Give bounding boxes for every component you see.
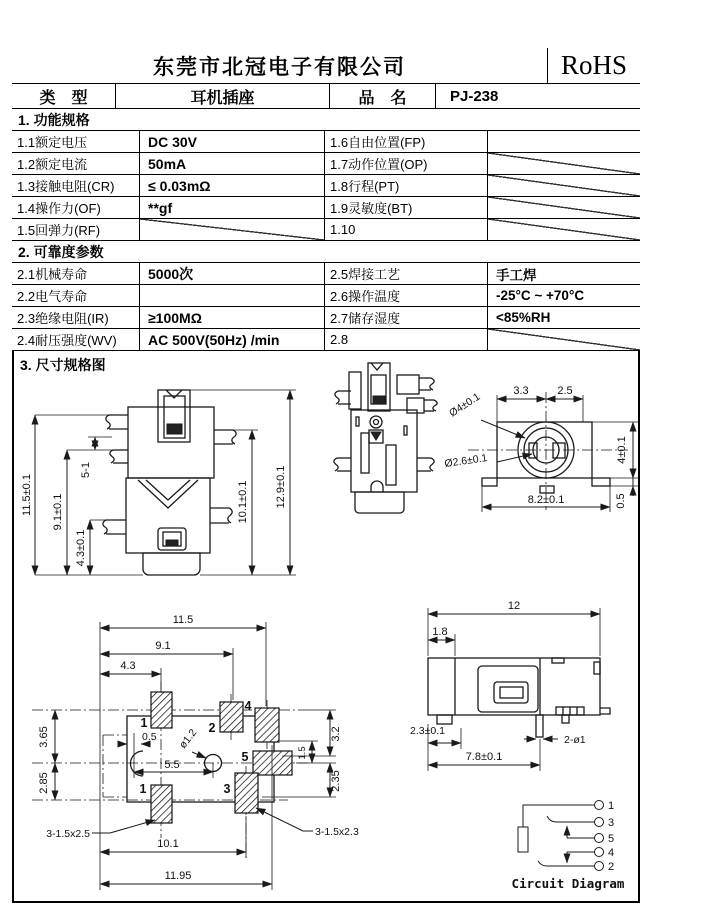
pcb-layout-drawing — [32, 614, 359, 890]
side-view-dimensions — [410, 600, 600, 771]
section1-title-row — [12, 109, 640, 131]
front-view-outline — [103, 390, 236, 575]
row-label: 2.1机械寿命 — [12, 263, 140, 284]
row-value: <85%RH — [496, 310, 551, 325]
row-label: 1.2额定电流 — [12, 153, 140, 174]
dim-label: 8.2±0.1 — [527, 494, 565, 506]
dim-label: 2.85 — [38, 772, 50, 794]
row-label: 2.3绝缘电阻(IR) — [12, 307, 140, 328]
row-label: 1.6自由位置(FP) — [325, 131, 488, 152]
row-label: 2.6操作温度 — [325, 285, 488, 306]
row-value: DC 30V — [140, 131, 325, 152]
row-label: 1.4操作力(OF) — [12, 197, 140, 218]
company-name: 东莞市北冠电子有限公司 — [12, 48, 548, 83]
row-value — [140, 285, 325, 306]
solder-pad — [151, 785, 172, 823]
pad-number: 2 — [208, 721, 216, 735]
row-label: 1.3接触电阻(CR) — [12, 175, 140, 196]
terminal-number: 2 — [608, 861, 615, 873]
dim-label: 11.5±0.1 — [21, 474, 33, 516]
row-label: 1.10 — [325, 219, 488, 240]
table-row — [12, 285, 640, 307]
row-value-na — [488, 197, 640, 218]
dim-label: 3.2 — [330, 726, 342, 742]
row-label: 2.5焊接工艺 — [325, 263, 488, 284]
dim-label: 2.3±0.1 — [410, 725, 445, 737]
section2-title: 2. 可靠度参数 — [18, 243, 104, 260]
circuit-wires — [518, 805, 594, 866]
terminal-number: 3 — [608, 817, 615, 829]
dim-label: 7.8±0.1 — [465, 751, 503, 763]
row-value: -25°C ~ +70°C — [496, 288, 585, 303]
row-label: 1.8行程(PT) — [325, 175, 488, 196]
pin-dia-label: 2-ø1 — [564, 734, 586, 746]
table-row — [12, 329, 640, 351]
pad-note: 3-1.5x2.5 — [46, 828, 90, 840]
hole-dia-label: ø1.2 — [176, 726, 200, 751]
row-value — [488, 131, 640, 152]
side-view-drawing — [410, 600, 610, 771]
dim-label: 11.5 — [172, 614, 194, 626]
table-row — [12, 219, 640, 241]
row-label: 2.2电气寿命 — [12, 285, 140, 306]
top-view-drawing — [334, 363, 437, 513]
dim-label: 2.5 — [557, 385, 573, 397]
dim-label: 0.5 — [142, 731, 157, 743]
dim-label: 3.3 — [513, 385, 529, 397]
dim-label: 2.35 — [330, 770, 342, 792]
product-value: PJ-238 — [450, 87, 499, 105]
solder-pad — [255, 708, 279, 742]
face-view-drawing — [444, 385, 638, 512]
dia-inner-label: Ø2.6±0.1 — [443, 452, 489, 470]
row-value: ≤ 0.03mΩ — [140, 175, 325, 196]
pcb-dimensions — [38, 614, 359, 890]
solder-pad — [253, 751, 292, 775]
pad-number: 1 — [139, 782, 147, 796]
row-value-na — [488, 153, 640, 174]
row-label: 1.5回弹力(RF) — [12, 219, 140, 240]
table-row — [12, 131, 640, 153]
terminal-number: 1 — [608, 800, 615, 812]
type-value: 耳机插座 — [116, 84, 330, 108]
row-label: 1.1额定电压 — [12, 131, 140, 152]
row-value: AC 500V(50Hz) /min — [140, 329, 325, 350]
front-view-drawing — [21, 390, 296, 575]
table-row — [12, 263, 640, 285]
terminal-number: 5 — [608, 833, 615, 845]
dim-label: 4.3 — [120, 660, 136, 672]
dim-label: 11.95 — [164, 870, 192, 882]
row-label: 1.7动作位置(OP) — [325, 153, 488, 174]
row-value-na — [140, 219, 325, 240]
pad-number: 4 — [244, 699, 252, 713]
row-value: 手工焊 — [496, 267, 537, 283]
row-value-na — [488, 175, 640, 196]
row-label: 2.4耐压强度(WV) — [12, 329, 140, 350]
dim-label: 12.9±0.1 — [275, 465, 287, 509]
circuit-terminals — [595, 800, 615, 873]
dim-label: 9.1±0.1 — [52, 493, 64, 531]
header-row — [12, 48, 640, 84]
dim-label: 3.65 — [38, 726, 50, 748]
table-row — [12, 197, 640, 219]
spec-table — [12, 48, 640, 351]
type-row — [12, 84, 640, 109]
row-value: ≥100MΩ — [140, 307, 325, 328]
table-row — [12, 153, 640, 175]
pad-number: 3 — [223, 782, 231, 796]
table-row — [12, 307, 640, 329]
circuit-diagram — [512, 800, 625, 891]
row-value-na — [488, 329, 640, 350]
row-label: 1.9灵敏度(BT) — [325, 197, 488, 218]
circuit-caption: Circuit Diagram — [511, 876, 625, 891]
dim-label: 0.5 — [615, 493, 627, 509]
side-view-outline — [428, 658, 610, 737]
dim-label: 4.3±0.1 — [75, 529, 87, 567]
rohs-mark: RoHS — [560, 50, 628, 80]
row-value: 50mA — [140, 153, 325, 174]
section2-title-row — [12, 241, 640, 263]
pad-number: 1 — [140, 716, 148, 730]
dim-label: 10.1±0.1 — [237, 480, 249, 524]
dim-label: 4±0.1 — [616, 436, 628, 464]
dim-label: 5.5 — [164, 759, 180, 771]
solder-pad — [220, 702, 243, 732]
dim-label: 10.1 — [157, 838, 179, 850]
top-view-outline — [334, 363, 437, 513]
solder-pad — [151, 692, 172, 728]
pad-note: 3-1.5x2.3 — [315, 826, 359, 838]
type-label: 类 型 — [12, 84, 116, 108]
row-label: 2.7储存湿度 — [325, 307, 488, 328]
dia-outer-label: Ø4±0.1 — [447, 390, 483, 420]
dim-label: 9.1 — [155, 640, 171, 652]
product-label: 品 名 — [330, 84, 436, 108]
section3-title: 3. 尺寸规格图 — [20, 357, 106, 373]
pad-number: 5 — [241, 750, 249, 764]
dim-label: 1.8 — [432, 626, 448, 638]
dim-label: 5-1 — [80, 462, 92, 478]
row-label: 2.8 — [325, 329, 488, 350]
terminal-number: 4 — [608, 847, 615, 859]
section1-title: 1. 功能规格 — [18, 111, 90, 128]
table-row — [12, 175, 640, 197]
dimension-drawings — [12, 351, 642, 903]
row-value: 5000次 — [140, 263, 325, 284]
row-value: **gf — [140, 197, 325, 218]
dim-label: 1.5 — [297, 746, 308, 760]
row-value-na — [488, 219, 640, 240]
solder-pad — [235, 773, 258, 813]
dim-label: 12 — [507, 600, 521, 612]
